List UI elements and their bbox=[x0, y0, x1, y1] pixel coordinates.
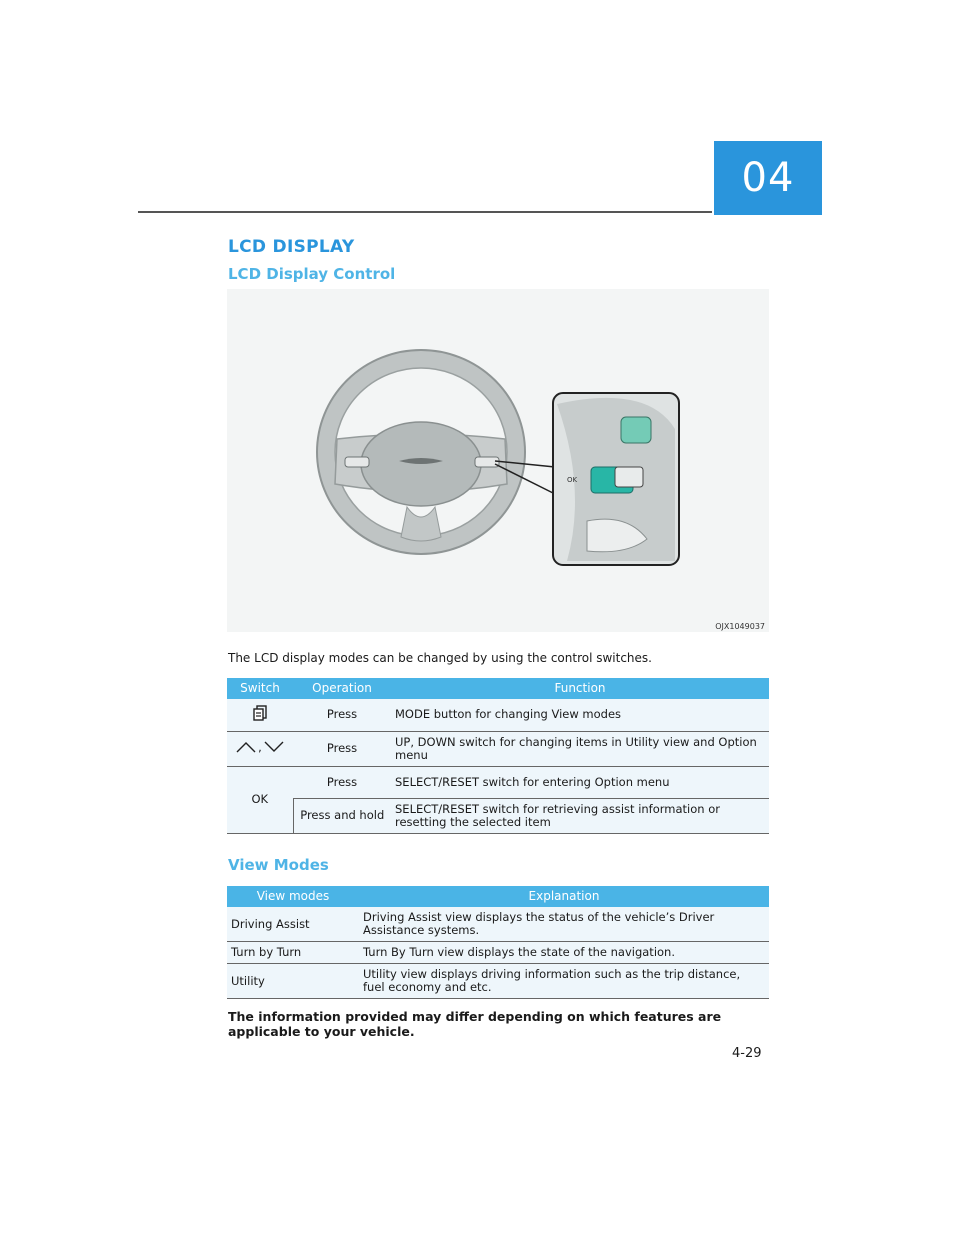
operation-cell: Press bbox=[293, 766, 391, 798]
switch-function-table bbox=[227, 678, 769, 834]
header-switch: Switch bbox=[227, 678, 293, 699]
down-arrow-icon bbox=[264, 741, 284, 753]
header-operation: Operation bbox=[293, 678, 391, 699]
switch-cell bbox=[227, 731, 293, 766]
chapter-number-tab: 04 bbox=[714, 141, 822, 215]
view-modes-table bbox=[227, 886, 769, 999]
up-arrow-icon bbox=[236, 741, 256, 753]
explanation-cell: Driving Assist view displays the status of the vehicle’s Driver Assistance systems. bbox=[359, 907, 769, 942]
view-modes-title: View Modes bbox=[228, 856, 329, 874]
table-row bbox=[227, 766, 769, 798]
section-title: LCD DISPLAY bbox=[228, 237, 355, 257]
table-row bbox=[227, 699, 769, 731]
chapter-divider bbox=[138, 211, 712, 213]
function-cell: SELECT/RESET switch for retrieving assist information or resetting the selected item bbox=[391, 798, 769, 833]
function-cell: SELECT/RESET switch for entering Option menu bbox=[391, 766, 769, 798]
page-number: 4-29 bbox=[732, 1046, 762, 1061]
header-view-modes: View modes bbox=[227, 886, 359, 907]
table-row bbox=[227, 731, 769, 766]
ok-label: OK bbox=[567, 476, 578, 484]
operation-cell: Press and hold bbox=[293, 798, 391, 833]
steering-wheel-drawing bbox=[227, 289, 769, 632]
figure-code: OJX1049037 bbox=[715, 622, 765, 631]
header-function: Function bbox=[391, 678, 769, 699]
arrow-separator: , bbox=[258, 739, 262, 754]
switch-cell: OK bbox=[227, 766, 293, 833]
mode-cell: Utility bbox=[227, 964, 359, 999]
switch-table-header bbox=[227, 678, 769, 699]
mode-cell: Turn by Turn bbox=[227, 942, 359, 964]
function-cell: UP, DOWN switch for changing items in Utility view and Option menu bbox=[391, 731, 769, 766]
operation-cell: Press bbox=[293, 699, 391, 731]
function-cell: MODE button for changing View modes bbox=[391, 699, 769, 731]
explanation-cell: Turn By Turn view displays the state of the navigation. bbox=[359, 942, 769, 964]
steering-wheel-illustration bbox=[227, 289, 769, 632]
table-row bbox=[227, 942, 769, 964]
header-explanation: Explanation bbox=[359, 886, 769, 907]
applicability-note: The information provided may differ depending on which features are applicable to your vehicle. bbox=[228, 1009, 722, 1039]
table-row bbox=[227, 964, 769, 999]
subsection-title: LCD Display Control bbox=[228, 265, 396, 283]
intro-text: The LCD display modes can be changed by using the control switches. bbox=[228, 651, 652, 665]
explanation-cell: Utility view displays driving information such as the trip distance, fuel economy and etc. bbox=[359, 964, 769, 999]
view-table-header bbox=[227, 886, 769, 907]
switch-cell bbox=[227, 699, 293, 731]
mode-button-icon bbox=[253, 705, 267, 721]
operation-cell: Press bbox=[293, 731, 391, 766]
table-row bbox=[227, 798, 769, 833]
mode-cell: Driving Assist bbox=[227, 907, 359, 942]
table-row bbox=[227, 907, 769, 942]
